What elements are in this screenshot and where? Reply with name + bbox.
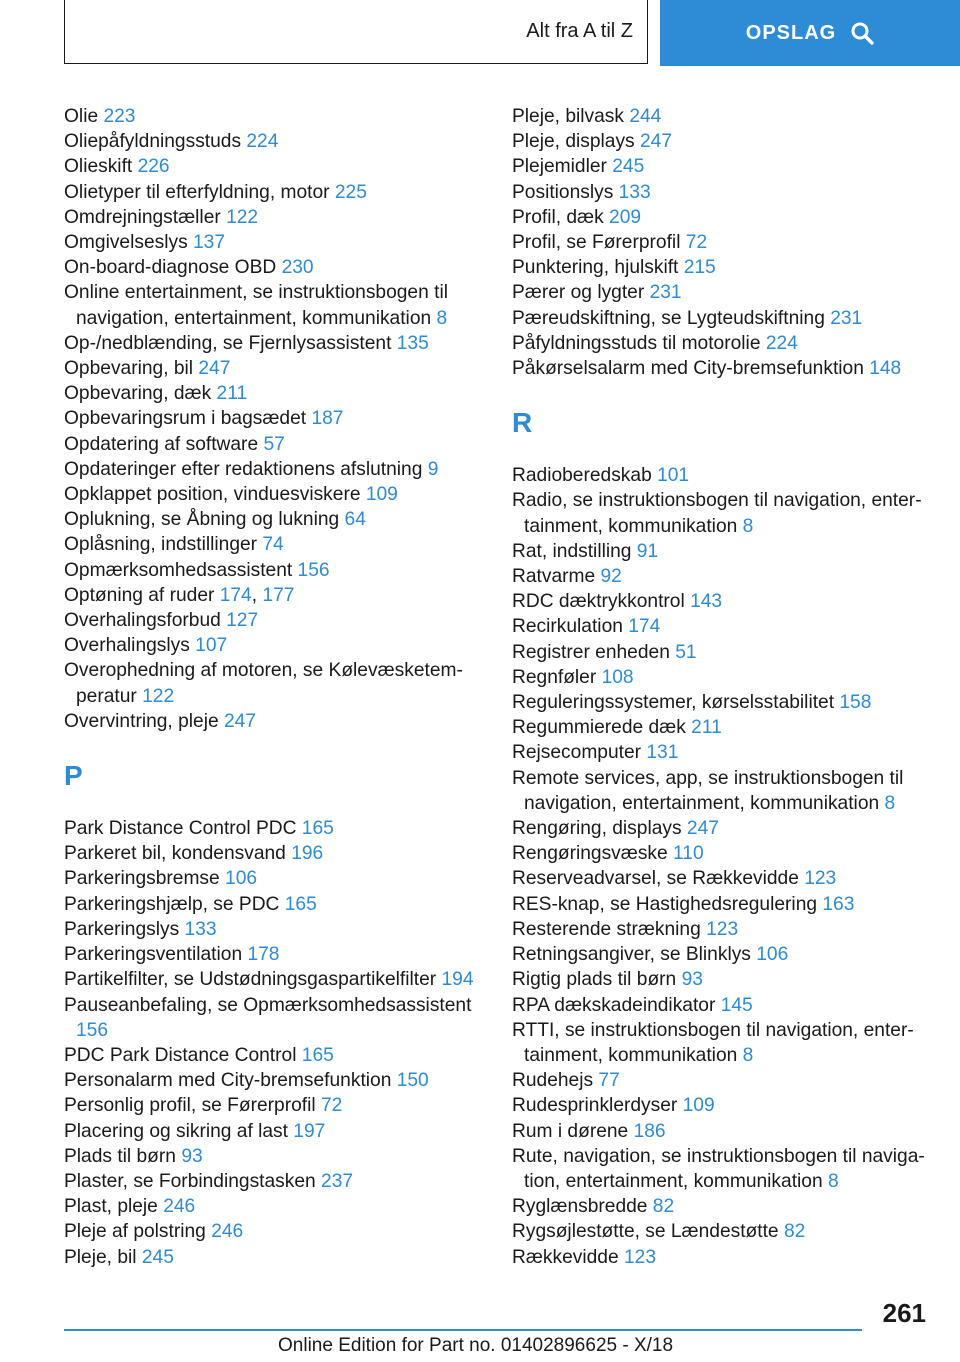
page-link[interactable]: 225	[334, 181, 367, 203]
page-link[interactable]: 237	[321, 1170, 354, 1192]
page-link[interactable]: 178	[247, 944, 280, 966]
page-link[interactable]: 246	[211, 1221, 244, 1243]
index-entry-term: RDC dæktrykkontrol	[512, 591, 691, 613]
index-entry	[512, 665, 932, 690]
index-entry	[512, 205, 932, 230]
index-entry-term: Rækkevidde	[512, 1246, 624, 1268]
page-link[interactable]: 245	[612, 156, 645, 178]
index-entry-term: Regummierede dæk	[512, 717, 692, 739]
page-link[interactable]: 209	[609, 206, 642, 228]
index-entry-term: Rygsøjlestøtte, se Lændestøtte	[512, 1221, 784, 1243]
page-link[interactable]: 163	[822, 893, 855, 915]
index-entry-term: Personalarm med City-bremsefunktion	[64, 1070, 397, 1092]
index-entry	[64, 658, 484, 708]
page-link[interactable]: 224	[765, 332, 798, 354]
index-entry	[64, 432, 484, 457]
index-entry	[512, 463, 932, 488]
index-entry-term: Rute, navigation, se instruktionsbogen til navigation, entertainment, kommunikation	[512, 1145, 925, 1192]
page-link[interactable]: 74	[262, 534, 284, 556]
index-entry-term: RTTI, se instruktionsbogen til navigation, entertainment, kommunikation	[512, 1019, 914, 1066]
index-entry-term: Ratvarme	[512, 566, 601, 588]
page-link[interactable]: 165	[301, 818, 334, 840]
index-entry-term: Omdrejningstæller	[64, 206, 227, 228]
page-link[interactable]: 230	[281, 257, 314, 279]
page-link[interactable]: 64	[344, 509, 366, 531]
page-link[interactable]: 57	[263, 433, 285, 455]
index-entry	[512, 539, 932, 564]
index-entry	[512, 1119, 932, 1144]
index-entry	[512, 589, 932, 614]
index-entry-term: Pæreudskiftning, se Lygteudskiftning	[512, 307, 831, 329]
index-entry-term: Optøning af ruder	[64, 584, 220, 606]
index-entry-term: Påfyldningsstuds til motorolie	[512, 332, 766, 354]
index-entry	[64, 608, 484, 633]
page-link[interactable]: 82	[783, 1221, 806, 1243]
index-entry-term: Regnføler	[512, 666, 602, 688]
page-link[interactable]: 51	[675, 641, 697, 663]
index-entry	[512, 180, 932, 205]
index-entry	[64, 1245, 484, 1270]
index-entry-term: Rengøringsvæske	[512, 843, 674, 865]
index-entry	[64, 129, 484, 154]
page-link[interactable]: 127	[226, 610, 259, 632]
index-entry	[64, 1043, 484, 1068]
index-entry-term: Rum i dørene	[512, 1120, 634, 1142]
index-entry-term: Opdatering af software	[64, 433, 264, 455]
page-link[interactable]: 92	[600, 566, 622, 588]
page-link[interactable]: 145	[720, 994, 753, 1016]
index-entry-term: Olietyper til efterfyldning, motor	[64, 181, 335, 203]
index-entry	[64, 942, 484, 967]
index-entry	[64, 331, 484, 356]
footer-divider	[64, 1329, 862, 1331]
index-entry	[512, 690, 932, 715]
index-entry	[64, 1194, 484, 1219]
index-entry	[64, 1169, 484, 1194]
page-link[interactable]: 247	[223, 710, 256, 732]
page-link[interactable]: 93	[681, 969, 703, 991]
index-entry-term: On-board-diagnose OBD	[64, 257, 282, 279]
index-entry	[64, 180, 484, 205]
index-entry	[64, 892, 484, 917]
index-entry	[64, 507, 484, 532]
index-entry	[512, 280, 932, 305]
index-entry-term: Plast, pleje	[64, 1196, 164, 1218]
index-entry	[512, 1144, 932, 1194]
index-entry-term: Opmærksomhedsassistent	[64, 559, 298, 581]
index-entry-term: Opbevaring, dæk	[64, 383, 217, 405]
index-entry-term: Profil, dæk	[512, 206, 610, 228]
page-link[interactable]: 150	[396, 1070, 429, 1092]
page-link[interactable]: 247	[686, 818, 719, 840]
page-link[interactable]: 123	[804, 868, 837, 890]
index-entry	[512, 230, 932, 255]
index-entry	[64, 532, 484, 557]
index-entry	[64, 230, 484, 255]
index-entry	[512, 614, 932, 639]
index-entry-term: Opklappet position, vinduesviskere	[64, 484, 366, 506]
index-entry-term: Parkeringsbremse	[64, 868, 226, 890]
index-entry	[512, 331, 932, 356]
page-link[interactable]: 135	[396, 332, 429, 354]
page-link[interactable]: 133	[184, 918, 217, 940]
index-entry-term: Opdateringer efter redaktionens afslutning	[64, 458, 428, 480]
index-entry-term: Resterende strækning	[512, 918, 707, 940]
index-entry-term: Pauseanbefaling, se Opmærksomhedsassistent	[64, 994, 472, 1016]
page-link[interactable]: 8	[742, 515, 754, 537]
index-entry-term: Radio, se instruktionsbogen til navigation, entertainment, kommunikation	[512, 490, 922, 537]
page-link[interactable]: 231	[830, 307, 863, 329]
page-link[interactable]: 110	[673, 843, 704, 865]
index-entry	[64, 1119, 484, 1144]
index-entry	[64, 255, 484, 280]
page-link[interactable]: 82	[652, 1196, 675, 1218]
index-entry	[64, 381, 484, 406]
index-entry	[512, 841, 932, 866]
index-entry-term: Park Distance Control PDC	[64, 818, 302, 840]
index-entry-term: Rengøring, displays	[512, 818, 687, 840]
index-entry	[512, 306, 932, 331]
index-entry	[64, 356, 484, 381]
index-entry-term: Op-/nedblænding, se Fjernlysassistent	[64, 332, 397, 354]
index-entry-term: Rat, indstilling	[512, 540, 637, 562]
footer-edition-text: Online Edition for Part no. 01402896625 - X/18	[278, 1335, 674, 1356]
page-link[interactable]: 245	[141, 1246, 174, 1268]
index-entry-term: Punktering, hjulskift	[512, 257, 684, 279]
page-link[interactable]: 137	[193, 232, 226, 254]
page-link[interactable]: 174	[219, 584, 252, 606]
index-entry	[512, 356, 932, 381]
index-entry-term: Rigtig plads til børn	[512, 969, 682, 991]
index-entry	[64, 709, 484, 734]
index-entry-term: Recirkulation	[512, 616, 629, 638]
index-entry-term: Opbevaring, bil	[64, 358, 199, 380]
page-link[interactable]: 77	[598, 1070, 620, 1092]
index-entry-term: Olie	[64, 106, 104, 127]
page-link[interactable]: 194	[441, 969, 474, 991]
index-entry	[512, 715, 932, 740]
index-entry-term: Pærer og lygter	[512, 282, 650, 304]
page-link[interactable]: 72	[320, 1095, 343, 1117]
page-link[interactable]: 101	[657, 465, 690, 487]
page-link[interactable]: 143	[690, 591, 723, 613]
index-entry	[512, 967, 932, 992]
index-entry	[512, 640, 932, 665]
page-link[interactable]: 122	[226, 206, 259, 228]
index-entry-term: Pleje af polstring	[64, 1221, 212, 1243]
index-column-right	[512, 104, 932, 1270]
index-entry	[64, 457, 484, 482]
index-entry-term: Rejsecomputer	[512, 742, 647, 764]
index-entry-term: Oplåsning, indstillinger	[64, 534, 263, 556]
page-link[interactable]: 108	[601, 666, 634, 688]
index-entry-term: Påkørselsalarm med City-bremsefunktion	[512, 358, 870, 380]
page-link[interactable]: 72	[685, 232, 708, 254]
page-link[interactable]: 131	[646, 742, 679, 764]
index-entry-term: Plejemidler	[512, 156, 613, 178]
index-entry	[512, 917, 932, 942]
index-entry-term: Plads til børn	[64, 1145, 182, 1167]
index-entry-term: Rudesprinklerdyser	[512, 1095, 683, 1117]
page-link[interactable]: 197	[293, 1120, 326, 1142]
search-icon	[850, 21, 874, 45]
page-link[interactable]: 215	[683, 257, 716, 279]
page-link[interactable]: 177	[262, 584, 295, 606]
index-entry-term: Registrer enheden	[512, 641, 676, 663]
index-entry-term: Plaster, se Forbindingstasken	[64, 1170, 322, 1192]
index-entry-term: Opbevaringsrum i bagsædet	[64, 408, 312, 430]
page-link[interactable]: 196	[291, 843, 324, 865]
page-link[interactable]: 231	[649, 282, 682, 304]
page-link[interactable]: 223	[103, 106, 136, 127]
page-link[interactable]: 109	[365, 484, 398, 506]
index-entry-term: Oplukning, se Åbning og lukning	[64, 509, 345, 531]
page-link[interactable]: 123	[623, 1246, 656, 1268]
page-link[interactable]: 174	[628, 616, 661, 638]
index-entry-term: Parkeret bil, kondensvand	[64, 843, 292, 865]
index-entry	[64, 917, 484, 942]
index-entry-term: Pleje, bilvask	[512, 106, 630, 127]
index-entry-term: RES-knap, se Hastighedsregulering	[512, 893, 823, 915]
page-link[interactable]: 211	[216, 383, 248, 405]
index-entry	[64, 1068, 484, 1093]
page-link[interactable]: 246	[163, 1196, 196, 1218]
page-link[interactable]: 8	[827, 1170, 839, 1192]
index-entry	[64, 205, 484, 230]
index-entry	[512, 993, 932, 1018]
index-entry	[64, 841, 484, 866]
index-entry-term: Overhalingslys	[64, 635, 196, 657]
page-link[interactable]: 224	[246, 131, 279, 153]
index-entry	[512, 1194, 932, 1219]
index-entry-term: Retningsangiver, se Blinklys	[512, 944, 757, 966]
index-entry	[512, 129, 932, 154]
index-entry	[512, 816, 932, 841]
page-number: 261	[882, 1298, 926, 1328]
index-entry	[64, 280, 484, 330]
index-entry-term: Parkeringslys	[64, 918, 185, 940]
index-entry-term: Profil, se Førerprofil	[512, 232, 686, 254]
index-entry	[512, 866, 932, 891]
index-entry	[64, 558, 484, 583]
page-link[interactable]: 211	[691, 717, 722, 739]
index-entry	[512, 564, 932, 589]
index-entry	[512, 1245, 932, 1270]
index-entry-term: Rudehejs	[512, 1070, 599, 1092]
index-entry	[512, 892, 932, 917]
page-link[interactable]: 158	[839, 692, 872, 714]
index-entry	[64, 866, 484, 891]
index-entry	[512, 488, 932, 538]
index-entry	[64, 104, 484, 129]
index-entry-term: Positionslys	[512, 181, 619, 203]
page-link[interactable]: 8	[436, 307, 448, 329]
index-entry-term: Remote services, app, se instruktionsbogen til navigation, entertainment, kommunikation	[512, 767, 904, 814]
index-entry-term: Placering og sikring af last	[64, 1120, 294, 1142]
index-entry-term: Personlig profil, se Førerprofil	[64, 1095, 321, 1117]
page-link[interactable]: 91	[636, 540, 659, 562]
page-link[interactable]: 244	[629, 106, 662, 127]
index-entry-term: Online entertainment, se instruktionsbogen til navigation, entertainment, kommunikation	[64, 282, 448, 329]
page-link[interactable]: 156	[76, 1019, 109, 1041]
index-entry	[64, 154, 484, 179]
page-link[interactable]: 186	[633, 1120, 666, 1142]
index-entry-term: Ryglænsbredde	[512, 1196, 653, 1218]
index-entry	[64, 1144, 484, 1169]
index-entry	[64, 1093, 484, 1118]
index-entry	[512, 766, 932, 816]
index-entry-term: Partikelfilter, se Udstødningsgaspartikelfilter	[64, 969, 442, 991]
header-tabs	[0, 0, 960, 66]
index-entry-term: Parkeringsventilation	[64, 944, 248, 966]
index-entry	[512, 1219, 932, 1244]
index-entry	[512, 942, 932, 967]
tab-a-to-z-label: Alt fra A til Z	[526, 20, 633, 42]
index-entry	[64, 816, 484, 841]
tab-a-to-z[interactable]	[64, 0, 648, 64]
tab-lookup-label: OPSLAG	[745, 21, 837, 44]
page-link[interactable]: 122	[142, 685, 175, 707]
page-link[interactable]: 9	[427, 458, 439, 480]
page-link[interactable]: 226	[137, 156, 170, 178]
page-link[interactable]: 93	[181, 1145, 203, 1167]
page-link[interactable]: 165	[284, 893, 317, 915]
page-link[interactable]: 187	[311, 408, 344, 430]
page-link[interactable]: 165	[301, 1044, 334, 1066]
index-entry: Optøning af ruder 174, 177	[64, 584, 295, 606]
index-entry	[512, 1068, 932, 1093]
index-entry	[64, 1219, 484, 1244]
index-column-left	[64, 104, 484, 1270]
page-link[interactable]: 106	[756, 944, 789, 966]
page-link[interactable]: 8	[884, 792, 896, 814]
index-entry	[512, 740, 932, 765]
page-link[interactable]: 247	[198, 358, 231, 380]
index-entry-term: Reguleringssystemer, kørselsstabilitet	[512, 692, 840, 714]
index-entry-term: Pleje, bil	[64, 1246, 142, 1268]
index-entry-term: Omgivelseslys	[64, 232, 194, 254]
page-link[interactable]: 247	[639, 131, 672, 153]
index-entry-term: Overvintring, pleje	[64, 710, 224, 732]
page-link[interactable]: 107	[195, 635, 228, 657]
page-link[interactable]: 148	[869, 358, 902, 380]
index-entry-term: RPA dækskadeindikator	[512, 994, 721, 1016]
index-entry	[64, 482, 484, 507]
index-entry	[64, 967, 484, 992]
index-entry-term: Overhalingsforbud	[64, 610, 227, 632]
index-entry-term: PDC Park Distance Control	[64, 1044, 302, 1066]
page-link[interactable]: 123	[706, 918, 739, 940]
index-entry	[512, 1018, 932, 1068]
tab-lookup[interactable]	[660, 0, 960, 66]
index-section-letter: R	[512, 407, 533, 439]
page-link[interactable]: 156	[297, 559, 330, 581]
index-entry-term: Parkeringshjælp, se PDC	[64, 893, 285, 915]
index-entry-term: Radioberedskab	[512, 465, 658, 487]
page-link[interactable]: 106	[225, 868, 258, 890]
index-entry-term: Pleje, displays	[512, 131, 640, 153]
page-link[interactable]: 109	[682, 1095, 715, 1117]
index-entry-term: Reserveadvarsel, se Rækkevidde	[512, 868, 805, 890]
index-entry	[512, 1093, 932, 1118]
index-entry-term: Olieskift	[64, 156, 138, 178]
page-link[interactable]: 133	[618, 181, 651, 203]
index-section-letter: P	[64, 760, 83, 792]
index-entry-term: Oliepåfyldningsstuds	[64, 131, 247, 153]
index-entry	[64, 993, 484, 1043]
index-entry	[64, 633, 484, 658]
index-entry-term: Overophedning af motoren, se Kølevæsketemperatur	[64, 660, 463, 707]
index-entry	[512, 104, 932, 129]
index-entry	[512, 255, 932, 280]
index-entry	[64, 406, 484, 431]
index-entry	[512, 154, 932, 179]
page-link[interactable]: 8	[742, 1044, 754, 1066]
